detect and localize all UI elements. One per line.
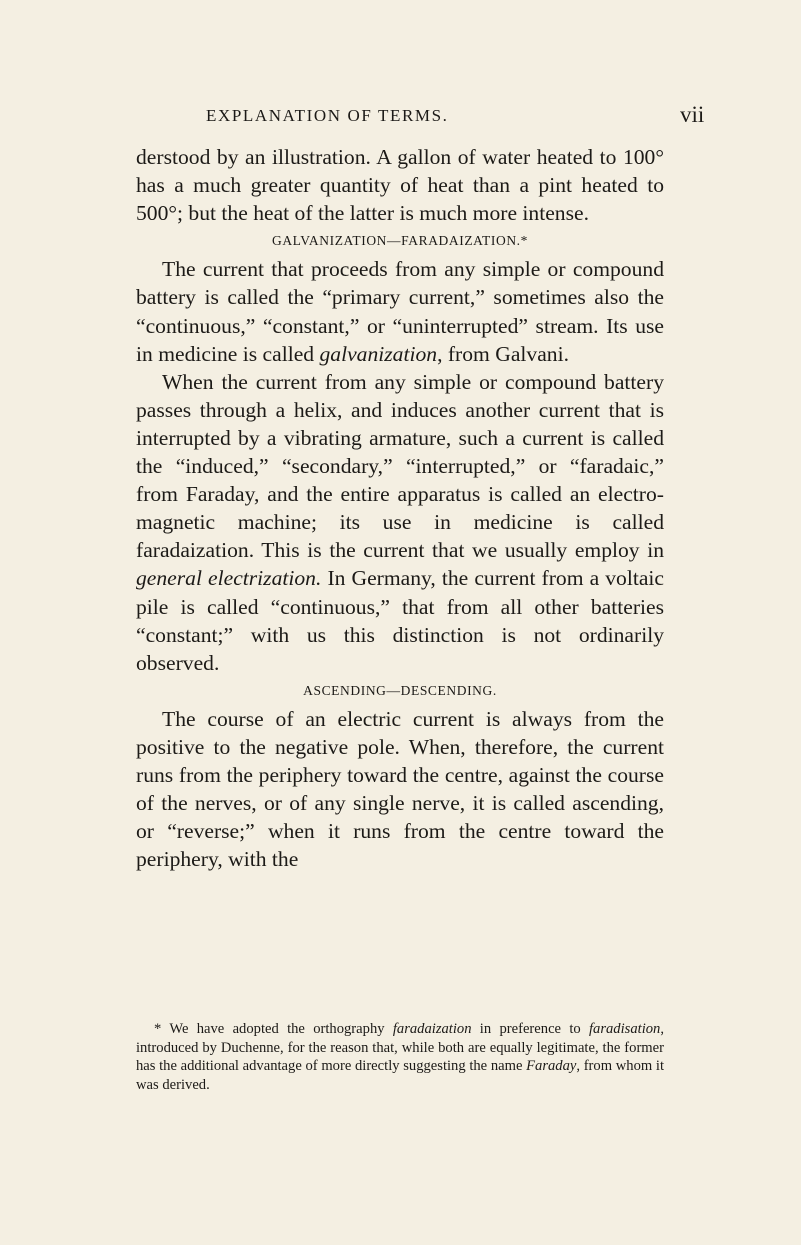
text-run: * We have adopted the orthography xyxy=(154,1021,393,1037)
italic-term: faradisation xyxy=(588,1021,661,1037)
text-run: , from whom it was derived. xyxy=(136,1058,665,1093)
section-heading-ascending: ASCENDING—DESCENDING. xyxy=(303,682,497,698)
section-heading-galvanization: GALVANIZATION—FARADAIZATION.* xyxy=(271,233,529,249)
paragraph-continuation: derstood by an illustration. A gallon of water heated to 100° has a much greater quantity of heat than a pint heated to 500°; but the heat of the latter is much more intense. xyxy=(136,145,664,226)
text-run: , from Galvani. xyxy=(437,341,569,366)
text-run: When the current from any simple or compound battery passes through a helix, and induces another current that is interrupted by a vibrating armature, such a current is called the “induced,” “secondary,” “interrupted,” or “faradaic,” from Faraday, and the entire apparatus is called an electro-magnetic machine; its use in medicine is called faradaization. This is the current that we usually employ in xyxy=(136,369,664,563)
italic-term: Faraday xyxy=(526,1058,577,1074)
footnote-text xyxy=(136,1020,664,1094)
italic-term: faradaization xyxy=(392,1021,472,1037)
footnote xyxy=(136,1020,664,1094)
italic-term: galvanization xyxy=(319,341,438,366)
text-run: The current that proceeds from any simple or compound battery is called the “primary current,” sometimes also the “continuous,” “constant,” or “uninterrupted” stream. Its use in medicine is called xyxy=(136,257,664,366)
paragraph-induced-current xyxy=(136,368,664,677)
running-head-title: EXPLANATION OF TERMS. xyxy=(206,106,449,125)
paragraph-primary-current xyxy=(136,255,664,367)
text-run: in preference to xyxy=(471,1021,589,1037)
page-number: vii xyxy=(680,102,705,127)
paragraph-current-course: The course of an electric current is always from the positive to the negative pole. When, therefore, the current runs from the periphery toward the centre, against the course of the nerves, or of any single nerve, it is called ascending, or “reverse;” when it runs from the centre toward the periphery, with the xyxy=(136,706,664,872)
italic-term: general electrization. xyxy=(136,566,322,591)
text-run: , introduced by Duchenne, for the reason that, while both are equally legitimate, the former has the additional advantage of more directly suggesting the name xyxy=(136,1021,664,1074)
running-head xyxy=(0,102,801,132)
body-text xyxy=(136,143,664,873)
text-run: In Germany, the current from a voltaic pile is called “continuous,” that from all other batteries “constant;” with us this distinction is not ordinarily observed. xyxy=(136,566,664,675)
